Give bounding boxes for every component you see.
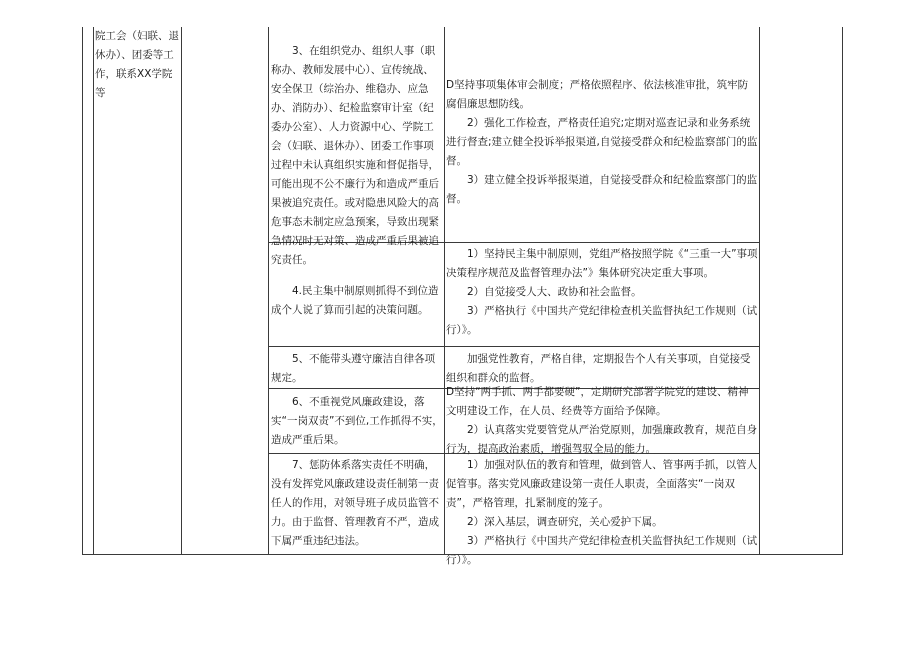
row-divider-2: [268, 346, 759, 347]
measure-item: 3）严格执行《中国共产党纪律检查机关监督执纪工作规则（试行）》。: [446, 305, 758, 336]
measure-item: 2）认真落实党要管党从严治党原则，加强廉政教育，规范自身行为，提高政治素质，增强驾驭全局的能力。: [446, 424, 758, 455]
measure-item: 3）严格执行《中国共产党纪律检查机关监督执纪工作规则（试行）》。: [446, 535, 758, 566]
column-divider-3: [268, 27, 269, 554]
measure-cell-row-4: [446, 383, 758, 459]
column-divider-4: [444, 27, 445, 554]
department-cell: 院工会（妇联、退休办）、团委等工作，联系XX学院等: [95, 30, 179, 99]
risk-text: 5、不能带头遵守廉洁自律各项规定。: [271, 353, 436, 384]
measure-cell-row-2: [446, 245, 758, 340]
measure-item: 加强党性教育，严格自律，定期报告个人有关事项，自觉接受组织和群众的监督。: [446, 353, 751, 384]
risk-text: 3、在组织党办、组织人事（职称办、教师发展中心）、宣传统战、安全保卫（综治办、维稳办、应急办、消防办）、纪检监察审计室（纪委办公室）、人力资源中心、学院工会（妇联、退休办）、团委工作事项过程中未认真组织实施和督促指导，可能出现不公不廉行为和造成严重后果被追究责任。或对隐患风险大的高危事态未制定应急预案，导致出现紧急情况时无对策、造成严重后果被追究责任。: [271, 45, 439, 266]
measure-item: 3）建立健全投诉举报渠道，自觉接受群众和纪检监察部门的监督。: [446, 174, 758, 205]
column-divider-1: [93, 27, 94, 554]
measure-item: D坚持事项集体审会制度；严格依照程序、依法核准审批，筑牢防腐倡廉思想防线。: [446, 79, 749, 110]
measure-cell-row-5: [446, 456, 758, 570]
measure-item: 2）深入基层，调查研究，关心爱护下属。: [467, 516, 663, 528]
measure-item: 1）坚持民主集中制原则，党组严格按照学院《“三重一大”事项决策程序规范及监督管理办法”》集体研究决定重大事项。: [446, 248, 758, 279]
measure-item: 2）强化工作检查，严格责任追究;定期对巡查记录和业务系统进行督查;建立健全投诉举报渠道,自觉接受群众和纪检监察部门的监督。: [446, 117, 758, 167]
column-divider-5: [759, 27, 760, 554]
table-border-left: [82, 27, 83, 554]
risk-text: 6、不重视党风廉政建设，落实“一岗双责”不到位,工作抓得不实，造成严重后果。: [271, 396, 443, 446]
risk-cell-row-4: [271, 393, 444, 450]
risk-cell-row-5: [271, 456, 444, 551]
risk-cell-row-3: [271, 350, 444, 388]
measure-item: 2）自觉接受人大、政协和社会监督。: [467, 286, 642, 298]
risk-text: 7、惩防体系落实责任不明确，没有发挥党风廉政建设责任制第一责任人的作用，对领导班子成员监管不力。由于监督、管理教育不严，造成下属严重违纪违法。: [271, 459, 439, 547]
column-divider-2: [181, 27, 182, 554]
risk-text: 4.民主集中制原则抓得不到位造成个人说了算而引起的决策问题。: [271, 285, 439, 316]
risk-cell-row-2: [271, 282, 444, 320]
table-border-right: [842, 27, 843, 554]
measure-item: D坚持“两手抓、两手都要硬”，定期研究部署学院党的建设、精神文明建设工作，在人员、经费等方面给予保障。: [446, 386, 749, 417]
measure-item: 1）加强对队伍的教育和管理，做到管人、管事两手抓，以管人促管事。落实党风廉政建设第一责任人职责，全面落实“一岗双责”，严格管理，扎紧制度的笼子。: [446, 459, 758, 509]
risk-cell-row-1: [271, 42, 444, 270]
measure-cell-row-1: [446, 76, 758, 209]
